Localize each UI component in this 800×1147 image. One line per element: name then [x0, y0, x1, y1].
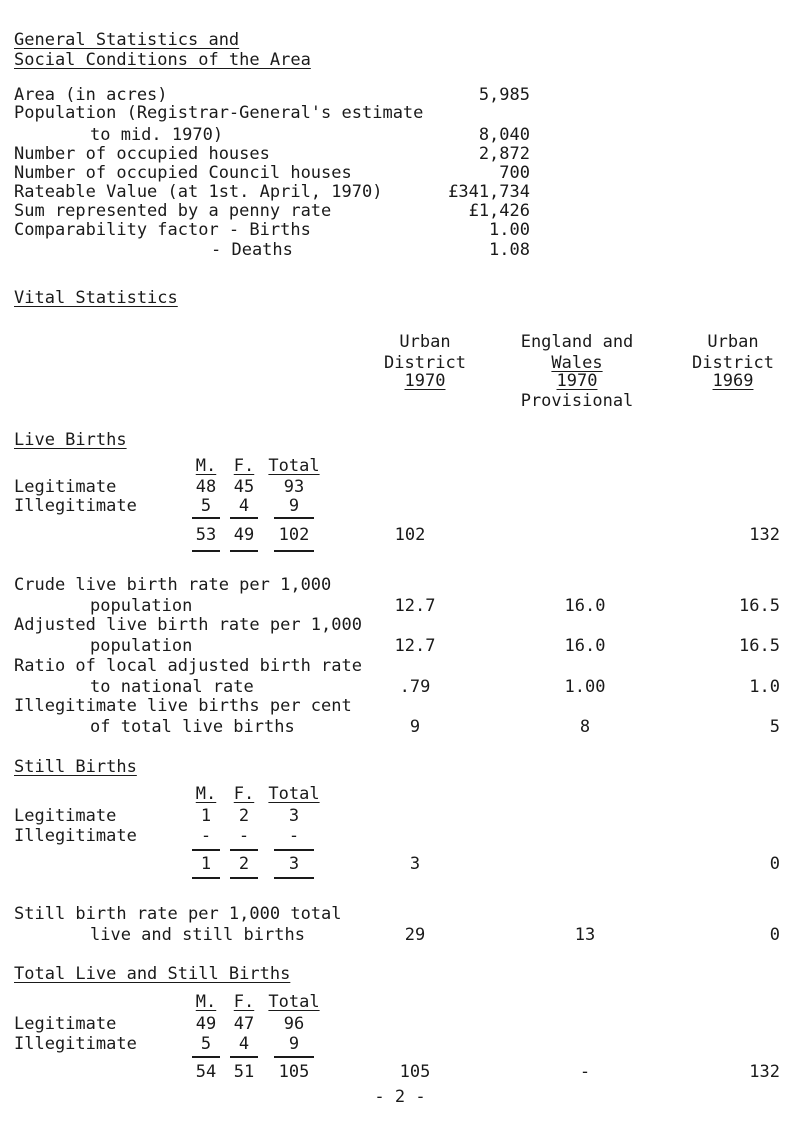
- sum-total: 102: [278, 525, 310, 545]
- value-urban-1970: 3: [409, 854, 421, 874]
- column-header-line: England and: [520, 332, 634, 352]
- row-label: Illegitimate: [14, 496, 137, 516]
- total-births-heading: Total Live and Still Births: [14, 964, 291, 984]
- sum-rule: [274, 849, 314, 851]
- column-header-line: Urban: [707, 332, 759, 352]
- sum-m: 54: [195, 1062, 217, 1082]
- cell-total: 9: [288, 496, 300, 516]
- population-value: 8,040: [478, 125, 530, 145]
- cell-total: 93: [283, 477, 305, 497]
- value-urban-1969: 16.5: [739, 596, 780, 616]
- cell-total: 3: [288, 806, 300, 826]
- cell-m: 5: [200, 1034, 212, 1054]
- title-line-2: Social Conditions of the Area: [14, 50, 311, 70]
- penny-rate-value: £1,426: [468, 201, 530, 221]
- column-header-line: Urban: [399, 332, 451, 352]
- sum-f: 51: [233, 1062, 255, 1082]
- rate-label: Still birth rate per 1,000 total: [14, 904, 342, 924]
- cell-m: 49: [195, 1014, 217, 1034]
- rate-label-cont: live and still births: [90, 925, 305, 945]
- rate-label-cont: population: [90, 636, 193, 656]
- col-f-header: F.: [233, 456, 255, 476]
- comparability-deaths-value: 1.08: [489, 240, 530, 260]
- council-houses-value: 700: [499, 163, 530, 183]
- rate-label: Illegitimate live births per cent: [14, 696, 352, 716]
- vital-statistics-heading: Vital Statistics: [14, 288, 178, 308]
- cell-f: -: [238, 826, 250, 846]
- cell-f: 4: [238, 1034, 250, 1054]
- value-england-1970: -: [579, 1062, 591, 1082]
- sum-total: 105: [278, 1062, 310, 1082]
- value-urban-1970: 12.7: [394, 596, 436, 616]
- sum-f: 2: [238, 854, 250, 874]
- occupied-houses-label: Number of occupied houses: [14, 144, 270, 164]
- still-births-heading: Still Births: [14, 757, 137, 777]
- cell-m: 48: [195, 477, 217, 497]
- col-m-header: M.: [195, 456, 217, 476]
- value-urban-1970: 9: [409, 717, 421, 737]
- cell-total: -: [288, 826, 300, 846]
- sum-rule: [192, 877, 220, 879]
- col-f-header: F.: [233, 992, 255, 1012]
- sum-rule: [192, 550, 220, 552]
- rate-label: Adjusted live birth rate per 1,000: [14, 615, 362, 635]
- column-header-year: 1969: [712, 371, 754, 391]
- col-total-header: Total: [268, 784, 320, 804]
- cell-m: 5: [200, 496, 212, 516]
- sum-rule: [274, 517, 314, 519]
- title-line-1: General Statistics and: [14, 30, 240, 50]
- column-header-year: 1970: [404, 371, 446, 391]
- rate-label-cont: population: [90, 596, 193, 616]
- rate-label-cont: to national rate: [90, 677, 254, 697]
- value-urban-1969: 0: [769, 925, 780, 945]
- penny-rate-label: Sum represented by a penny rate: [14, 201, 332, 221]
- value-urban-1969: 1.0: [749, 677, 780, 697]
- sum-rule: [192, 849, 220, 851]
- cell-m: -: [200, 826, 212, 846]
- value-urban-1969: 132: [749, 525, 780, 545]
- sum-rule: [192, 1056, 220, 1058]
- sum-rule: [230, 1056, 258, 1058]
- sum-rule: [230, 550, 258, 552]
- column-header-year: 1970: [556, 371, 598, 391]
- cell-f: 4: [238, 496, 250, 516]
- value-urban-1969: 5: [769, 717, 780, 737]
- comparability-births-value: 1.00: [489, 220, 530, 240]
- row-label: Illegitimate: [14, 826, 137, 846]
- row-label: Illegitimate: [14, 1034, 137, 1054]
- comparability-deaths-label: - Deaths: [211, 240, 293, 260]
- value-urban-1970: 12.7: [394, 636, 436, 656]
- sum-f: 49: [233, 525, 255, 545]
- row-label: Legitimate: [14, 1014, 117, 1034]
- sum-rule: [230, 877, 258, 879]
- population-label-cont: to mid. 1970): [90, 125, 224, 145]
- value-england-1970: 13: [574, 925, 596, 945]
- rateable-value-value: £341,734: [448, 182, 530, 202]
- column-header-provisional: Provisional: [520, 391, 634, 411]
- value-urban-1970: 102: [394, 525, 426, 545]
- row-label: Legitimate: [14, 477, 117, 497]
- value-england-1970: 16.0: [564, 596, 606, 616]
- col-m-header: M.: [195, 784, 217, 804]
- sum-m: 1: [200, 854, 212, 874]
- value-england-1970: 8: [579, 717, 591, 737]
- sum-rule: [192, 517, 220, 519]
- value-urban-1970: 29: [404, 925, 426, 945]
- value-urban-1970: 105: [399, 1062, 431, 1082]
- value-urban-1969: 0: [769, 854, 780, 874]
- cell-m: 1: [200, 806, 212, 826]
- cell-total: 96: [283, 1014, 305, 1034]
- area-label: Area (in acres): [14, 85, 168, 105]
- page-number: - 2 -: [374, 1087, 426, 1107]
- cell-f: 2: [238, 806, 250, 826]
- sum-rule: [274, 877, 314, 879]
- col-m-header: M.: [195, 992, 217, 1012]
- live-births-heading: Live Births: [14, 430, 127, 450]
- col-total-header: Total: [268, 992, 320, 1012]
- value-urban-1969: 132: [749, 1062, 780, 1082]
- sum-total: 3: [288, 854, 300, 874]
- area-value: 5,985: [478, 85, 530, 105]
- column-header-line: District: [692, 353, 774, 373]
- population-label: Population (Registrar-General's estimate: [14, 103, 424, 123]
- council-houses-label: Number of occupied Council houses: [14, 163, 352, 183]
- column-header-line: Wales: [551, 353, 603, 373]
- value-urban-1970: .79: [399, 677, 431, 697]
- sum-rule: [230, 849, 258, 851]
- col-f-header: F.: [233, 784, 255, 804]
- col-total-header: Total: [268, 456, 320, 476]
- cell-f: 45: [233, 477, 255, 497]
- cell-total: 9: [288, 1034, 300, 1054]
- value-england-1970: 1.00: [564, 677, 606, 697]
- rate-label-cont: of total live births: [90, 717, 295, 737]
- sum-m: 53: [195, 525, 217, 545]
- rateable-value-label: Rateable Value (at 1st. April, 1970): [14, 182, 383, 202]
- sum-rule: [274, 1056, 314, 1058]
- rate-label: Crude live birth rate per 1,000: [14, 575, 332, 595]
- sum-rule: [274, 550, 314, 552]
- rate-label: Ratio of local adjusted birth rate: [14, 656, 362, 676]
- comparability-label: Comparability factor - Births: [14, 220, 311, 240]
- column-header-line: District: [384, 353, 466, 373]
- cell-f: 47: [233, 1014, 255, 1034]
- row-label: Legitimate: [14, 806, 117, 826]
- value-england-1970: 16.0: [564, 636, 606, 656]
- occupied-houses-value: 2,872: [478, 144, 530, 164]
- sum-rule: [230, 517, 258, 519]
- value-urban-1969: 16.5: [739, 636, 780, 656]
